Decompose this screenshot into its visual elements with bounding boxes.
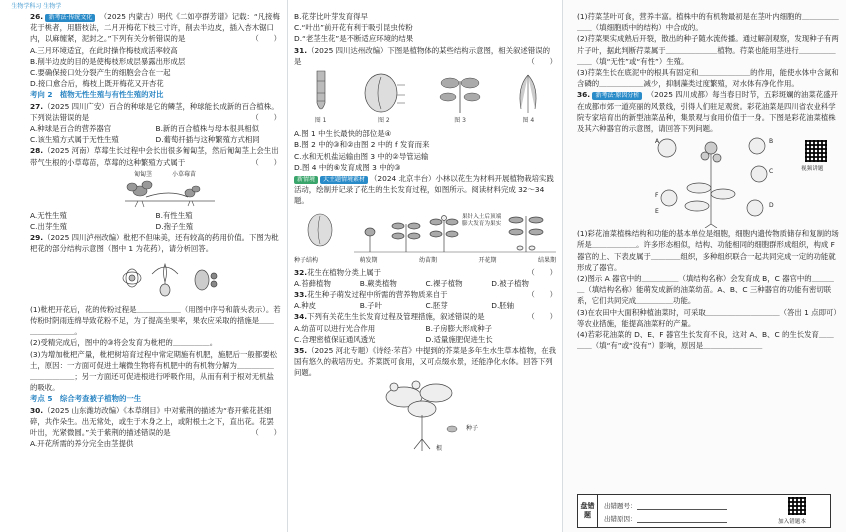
question-32: 32.花生在植物分类上属于 （ ） bbox=[294, 267, 557, 277]
option: D.适量施肥促进生长 bbox=[425, 334, 493, 344]
option: A.无性生殖 bbox=[30, 210, 67, 220]
question-27: 27.（2025 四川广安）百合的种球是它的鳞茎，种球能长成新的百合植株。下列说法错误的是 （ ） bbox=[30, 101, 281, 122]
question-28: 28.（2025 河南）草莓生长过程中会长出很多匍匐茎，然后匍匐茎上会生出带气生根的小草莓苗，草莓的这种繁殖方式属于 （ ） bbox=[30, 146, 281, 167]
option: D.“老茎生花”是不断适应环境的结果 bbox=[294, 34, 414, 44]
answer-bracket: （ ） bbox=[251, 112, 281, 122]
question-stem: （2025 四川成都）每当春日时节，五彩斑斓的油菜花盛开在成都市郊一道亮丽的风景线，引得人们驻足观赏。彩花油菜是四川省农业科学院专家培育出的新型油菜品种，集景观与食用价值于一身。下图是彩花油菜植株及其六种器官的示意图，请回答下列问题。 bbox=[577, 90, 838, 134]
figure-caption: 图 3 bbox=[454, 117, 466, 125]
question-stem: （2025 四川达州改编）下图是植物体的某些结构示意图，相关叙述错误的是 bbox=[294, 45, 550, 66]
option: C.该生殖方式属于无性生殖 bbox=[30, 135, 119, 145]
header-text: 生物学科习 生物学 bbox=[11, 3, 62, 10]
option: D.孢子生殖 bbox=[155, 222, 194, 232]
option: A.种皮 bbox=[294, 301, 317, 311]
option: B.子叶 bbox=[359, 301, 382, 311]
figure-label: E bbox=[655, 208, 659, 216]
option: D.胚轴 bbox=[491, 301, 515, 311]
stage-label: 萌发期 bbox=[359, 256, 378, 264]
question-stem: （2025 山东潍坊改编）《本草纲目》中对紫荆的描述为“春开紫花甚细碎，共作朵生。出无常处，或生于木身之上，或附根土之下，直出花。花罢叶出，光紧微圆。”关于紫荆的描述错误的是 bbox=[30, 405, 274, 438]
option: B.蕨类植物 bbox=[359, 278, 397, 288]
option: C.出芽生殖 bbox=[30, 222, 68, 232]
question-35: 35.（2025 河北专题）《诗经·芣苢》中提到的芥菜是多年生水生草本植物，在我国有悠久的栽培历史。芥菜既可食用，又可点缀水景，还能净化水体。回答下列问题。 bbox=[294, 346, 557, 378]
material-badge: 新情境 bbox=[294, 176, 318, 184]
option: B.新的百合植株与母本很具相似 bbox=[155, 124, 259, 134]
question-26: 26. 新考法·传统文化 （2025 内蒙古）明代《二如亭群芳谱》记载：“凡接梅花于桃者，用腊枝法，二月开梅花下枝三寸许，削去半边皮，插入杏木锯口内，以麻缠紧，泥封之。”下列有关分析错误的是 （ ） bbox=[30, 12, 281, 44]
answer-bracket: （ ） bbox=[527, 56, 557, 66]
sub-question: (4)若彩花油菜的 D、E、F 器官生长发育不良，这对 A、B、C 的生长发育＿＿＿＿（填“有”或“没有”）影响，原因是＿＿＿＿＿＿＿＿ bbox=[577, 330, 834, 351]
figure-label: D bbox=[769, 202, 774, 210]
option: B.子房膨大形成种子 bbox=[425, 323, 493, 333]
sub-question: (1)荇菜茎叶可食，营养丰富。植株中的有机物最初是在茎叶内细胞的＿＿＿＿＿＿＿（填细胞质中的结构）中合成的。 bbox=[577, 12, 839, 33]
column-left bbox=[0, 0, 287, 532]
section-heading: 考点 5 综合考查被子植物的一生 bbox=[30, 394, 142, 404]
option: C.“叶出”前开花有利于吸引昆虫传粉 bbox=[294, 23, 413, 33]
seed-image bbox=[359, 69, 409, 115]
wrong-box-label: 盘错题 bbox=[578, 495, 598, 527]
sub-question: (2)荇菜果实成熟后开裂，散出的种子随水流传播。通过解剖观察，发现种子有两片子叶，据此判断荇菜属于＿＿＿＿＿＿＿植物。荇菜也能用茎进行＿＿＿＿＿＿＿（填“无性”或“有性”）生殖。 bbox=[577, 34, 839, 66]
option: D.被子植物 bbox=[491, 278, 529, 288]
rapeseed-plant-image bbox=[647, 134, 777, 228]
option: C.水和无机盐运输由图 3 中的②导管运输 bbox=[294, 151, 429, 161]
loquat-flower-figure bbox=[110, 256, 281, 303]
seedling-image bbox=[432, 69, 488, 115]
add-wrongbook-label[interactable]: 加入错题本 bbox=[778, 519, 806, 525]
xingcai-plant-image bbox=[364, 379, 484, 453]
figure-label: 种子 bbox=[466, 424, 479, 432]
figure-label: 匍匐茎 bbox=[134, 170, 153, 178]
question-29: 29.（2025 四川泸州改编）枇杷不但味美，还有较高的药用价值。下图为枇杷花的部分结构示意图（图中 1 为花药），请分析回答。 bbox=[30, 233, 279, 254]
figure-caption: 图 4 bbox=[522, 117, 535, 125]
bud-image bbox=[511, 69, 545, 115]
option: C.裸子植物 bbox=[425, 278, 463, 288]
figure-label: F bbox=[655, 192, 659, 200]
question-31: 31.（2025 四川达州改编）下图是植物体的某些结构示意图，相关叙述错误的是 （ ） bbox=[294, 45, 557, 66]
wrong-reason-field[interactable] bbox=[637, 516, 727, 523]
add-wrongbook-qr[interactable] bbox=[788, 497, 806, 515]
stage-label: 结果期 bbox=[537, 256, 556, 264]
root-tip-image bbox=[306, 69, 336, 115]
question-33: 33.花生种子萌发过程中所需的营养物质来自于 （ ） bbox=[294, 290, 557, 300]
question-36: 36. 新考法·原因分析 （2025 四川成都）每当春日时节，五彩斑斓的油菜花盛开在成都市郊一道亮丽的风景线，引得人们驻足观赏。彩花油菜是四川省农业科学院专家培育出的新型油菜品种，集景观与食用价值于一身。下图是彩花油菜植株及其六种器官的示意图，请回答下列问题。 bbox=[577, 90, 838, 134]
column-middle bbox=[288, 0, 563, 532]
option: A.三月环境适宜，在此时操作梅枝成活率较高 bbox=[30, 45, 178, 55]
option: B.图 2 中的③和②由图 2 中的 f 发育而来 bbox=[294, 140, 430, 150]
option: C.要确保接口处分裂产生的细胞会合在一起 bbox=[30, 68, 171, 78]
stage-label: 开花期 bbox=[478, 256, 497, 264]
peanut-growth-figure bbox=[294, 208, 557, 266]
stage-label: 幼苗期 bbox=[418, 256, 437, 264]
sub-question: (1)彩花油菜植株结构和功能的基本单位是细胞，细胞内遗传物质储存和复制的场所是＿＿＿＿＿＿。许多形态相似，结构、功能相同的细胞群形成组织，构成 F 器官的上、下表皮属于＿＿＿＿组织，多种组织联合一起共同完成一定的功能就形成了器官。 bbox=[577, 229, 839, 272]
stage-label: 种子结构 bbox=[294, 256, 319, 264]
answer-bracket: （ ） bbox=[251, 157, 281, 167]
sub-question: (3)在农田中大面积种植油菜时，可采取＿＿＿＿＿＿＿＿＿＿（答出 1 点即可）等农业措施，能提高油菜籽的产量。 bbox=[577, 307, 838, 328]
figure-label: C bbox=[769, 168, 774, 176]
wrong-number-field[interactable] bbox=[637, 503, 727, 510]
sub-question: (2)受精完成后，图中的③将会发育为枇杷的＿＿＿＿＿。 bbox=[30, 338, 218, 348]
material-note: 果针入土后顶端膨大发育为果实 bbox=[462, 213, 502, 227]
figure-label: 小草莓苗 bbox=[172, 170, 197, 178]
material-badge: 大主题情境素材 bbox=[320, 176, 368, 184]
column-right bbox=[563, 0, 846, 532]
question-badge: 新考法·传统文化 bbox=[45, 14, 95, 22]
xingcai-figure bbox=[364, 379, 514, 453]
wrong-question-box: 盘错题 出错题号： 出错原因： 加入错题本 bbox=[577, 494, 831, 528]
option: A.图 1 中生长最快的部位是④ bbox=[294, 129, 392, 139]
qr-code[interactable] bbox=[805, 140, 827, 162]
option: A.种球是百合的营养器官 bbox=[30, 124, 112, 134]
option: A.开花所需的养分完全由茎提供 bbox=[30, 439, 134, 449]
figure-caption: 图 1 bbox=[314, 117, 327, 125]
option: B.削半边皮的目的是使梅枝形成层暴露出形成层 bbox=[30, 56, 186, 66]
rapeseed-figure bbox=[647, 134, 837, 228]
question-34: 34.下列有关花生生长发育过程及管理措施，叙述错误的是 （ ） bbox=[294, 312, 557, 322]
figure-label: A bbox=[655, 138, 660, 146]
section-heading: 考向 2 植物无性生殖与有性生殖的对比 bbox=[30, 90, 164, 100]
option: D.接口愈合后，梅枝上既开梅花又开杏花 bbox=[30, 79, 164, 89]
question-stem: （2025 四川广安）百合的种球是它的鳞茎，种球能长成新的百合植株。下列说法错误的是 bbox=[30, 101, 279, 122]
material-intro: 新情境 大主题情境素材 （2024 北京丰台）小林以花生为材料开展植物栽培实践活动，绘制并记录了花生的生长发育过程，如图所示。阅读材料完成 32～34 题。 bbox=[294, 174, 554, 206]
option: A.苔藓植物 bbox=[294, 278, 331, 288]
strawberry-figure bbox=[120, 169, 220, 209]
sub-question: (1)枇杷开花后，花的传粉过程是＿＿＿＿＿＿（用图中序号和箭头表示）。若传粉时阴雨连绵导致花粉不足，为了提高坐果率，果农应采取的措施是＿＿＿＿＿＿＿＿。 bbox=[30, 304, 281, 337]
question-30: 30.（2025 山东潍坊改编）《本草纲目》中对紫荆的描述为“春开紫花甚细碎，共作朵生。出无常处，或生于木身之上，或附根土之下，直出花。花罢叶出，光紧微圆。”关于紫荆的描述错误的是 （ ） bbox=[30, 405, 281, 438]
sub-question: (2)图示 A 器官中的＿＿＿＿＿（填结构名称）会发育成 B，C 器官中的＿＿＿＿（填结构名称）能萌发成新的油菜幼苗。A、B、C 三种器官的功能有密切联系，它们共同完成＿＿＿＿＿功能。 bbox=[577, 274, 834, 306]
option: D.图 4 中的⑥发育成图 3 中的③ bbox=[294, 162, 401, 172]
peanut-growth-image bbox=[294, 208, 556, 254]
option: C.胚芽 bbox=[425, 301, 448, 311]
question-stem: （2025 内蒙古）明代《二如亭群芳谱》记载：“凡接梅花于桃者，用腊枝法，二月开梅花下枝三寸许，削去半边皮，插入杏木锯口内，以麻缠紧，泥封之。”下列有关分析错误的是 bbox=[30, 12, 280, 44]
option: D.葡萄扦插与这种繁殖方式相同 bbox=[155, 135, 260, 145]
figure-caption: 图 2 bbox=[378, 117, 390, 125]
figure-label: 根 bbox=[436, 444, 443, 452]
option: C.合理密植保证通风透光 bbox=[294, 334, 376, 344]
option: A.幼苗可以进行光合作用 bbox=[294, 323, 376, 333]
sub-question: (3)为增加枇杷产量，枇杷树培育过程中常定期施有机肥，施肥后一般都要松土，原因：一方面可促进土壤微生物将有机肥中的有机物分解为＿＿＿＿＿＿＿＿＿＿＿；另一方面还可促进根进行呼吸作用，从而有利于根对无机盐的吸收。 bbox=[30, 349, 277, 393]
question-badge: 新考法·原因分析 bbox=[592, 92, 642, 100]
question-stem: （2025 河南）草莓生长过程中会长出很多匍匐茎，然后匍匐茎上会生出带气生根的小草莓苗，草莓的这种繁殖方式属于 bbox=[30, 146, 279, 167]
option: B.有性生殖 bbox=[155, 210, 193, 220]
plant-structures-figure bbox=[294, 69, 557, 126]
loquat-flower-image bbox=[110, 256, 230, 300]
video-label[interactable]: 视频讲题 bbox=[801, 166, 824, 173]
sub-question: (3)荇菜生长在底泥中的根具有固定和＿＿＿＿＿＿＿的作用，能使水体中含氮和含磷的＿＿＿＿＿＿减少，抑制藻类过度繁殖，对水体有净化作用。 bbox=[577, 68, 839, 89]
question-stem: （2025 四川泸州改编）枇杷不但味美，还有较高的药用价值。下图为枇杷花的部分结构示意图（图中 1 为花药），请分析回答。 bbox=[30, 233, 279, 254]
answer-bracket: （ ） bbox=[251, 34, 281, 44]
figure-label: B bbox=[769, 138, 774, 146]
answer-bracket: （ ） bbox=[251, 428, 281, 438]
option: B.花芽比叶芽发育得早 bbox=[294, 12, 368, 21]
